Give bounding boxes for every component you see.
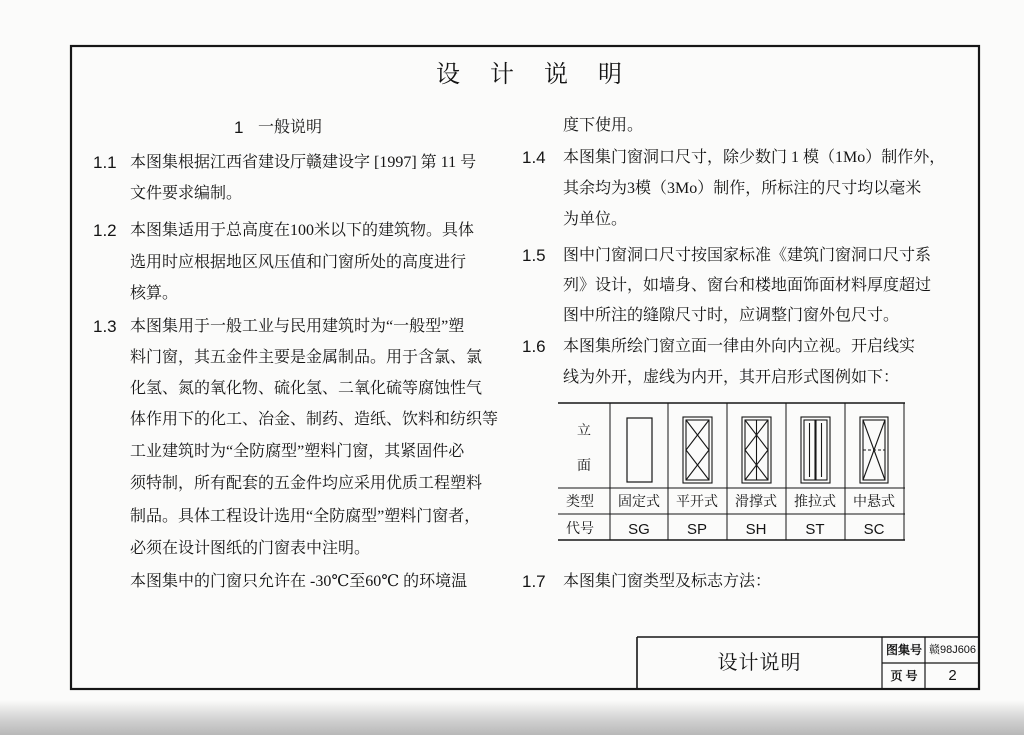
clause-line: 图中门窗洞口尺寸按国家标准《建筑门窗洞口尺寸系: [563, 247, 932, 264]
section-number: 1: [234, 118, 244, 137]
opening-legend-table-grid: [558, 403, 905, 540]
type-name: 滑撑式: [735, 495, 777, 510]
clause-line: 体作用下的化工、冶金、制药、造纸、饮料和纺织等: [130, 411, 499, 428]
type-code: SP: [686, 521, 708, 538]
title-block-atlas-label: 图集号: [885, 643, 922, 657]
clause-line: 核算。: [130, 285, 179, 302]
clause-line: 线为外开，虚线为内开，其开启形式图例如下：: [563, 369, 900, 386]
clause-line: 图中所注的缝隙尺寸时，应调整门窗外包尺寸。: [563, 307, 900, 324]
clause-number: 1.3: [93, 317, 117, 336]
clause-line: 工业建筑时为“全防腐型”塑料门窗，其紧固件必: [130, 443, 465, 460]
section-heading: 一般说明: [258, 119, 323, 136]
title-block-atlas-number: 赣98J606: [928, 644, 977, 656]
page-title: 设 计 说 明: [436, 62, 634, 88]
clause-line: 必须在设计图纸的门窗表中注明。: [130, 540, 371, 557]
elevation-label-char: 面: [577, 459, 591, 474]
title-block-page-number: 2: [948, 667, 957, 684]
clause-number: 1.6: [522, 337, 546, 356]
type-name: 中悬式: [853, 495, 895, 510]
center-pivot-window-icon: [860, 417, 888, 483]
type-code: SH: [745, 521, 767, 538]
type-code: SC: [863, 521, 885, 538]
type-name: 推拉式: [794, 495, 836, 510]
type-row-label: 类型: [566, 495, 594, 510]
clause-line: 度下使用。: [563, 117, 644, 134]
clause-number: 1.1: [93, 153, 117, 172]
clause-number: 1.5: [522, 246, 546, 265]
friction-stay-window-icon: [742, 417, 771, 483]
clause-line: 料门窗，其五金件主要是金属制品。用于含氯、氯: [130, 349, 483, 366]
casement-window-icon: [683, 417, 712, 483]
fixed-window-icon: [627, 418, 652, 482]
clause-line: 本图集根据江西省建设厅赣建设字 [1997] 第 11 号: [130, 154, 477, 171]
clause-line: 本图集门窗洞口尺寸，除少数门 1 模（1Mo）制作外，: [563, 149, 946, 166]
type-code: SG: [628, 521, 650, 538]
clause-line: 本图集适用于总高度在100米以下的建筑物。具体: [130, 222, 475, 239]
type-name: 平开式: [676, 495, 718, 510]
elevation-label-char: 立: [577, 424, 591, 439]
clause-line: 本图集中的门窗只允许在 -30℃至60℃ 的环境温: [130, 573, 468, 590]
clause-line: 为单位。: [563, 211, 628, 228]
clause-line: 文件要求编制。: [130, 185, 243, 202]
clause-number: 1.2: [93, 221, 117, 240]
clause-line: 本图集用于一般工业与民用建筑时为“一般型”塑: [130, 318, 465, 335]
clause-line: 须特制，所有配套的五金件均应采用优质工程塑料: [130, 475, 483, 492]
title-block-page-label: 页 号: [890, 669, 918, 683]
clause-number: 1.7: [522, 572, 546, 591]
sliding-window-icon: [801, 417, 830, 483]
clause-number: 1.4: [522, 148, 546, 167]
clause-line: 列》设计，如墙身、窗台和楼地面饰面材料厚度超过: [563, 277, 932, 294]
type-name: 固定式: [618, 495, 660, 510]
clause-line: 选用时应根据地区风压值和门窗所处的高度进行: [130, 254, 467, 271]
type-code: ST: [805, 521, 825, 538]
clause-line: 其余均为3模（3Mo）制作，所标注的尺寸均以毫米: [563, 180, 922, 197]
scan-edge-shadow: [0, 700, 1024, 735]
clause-line: 化氢、氮的氧化物、硫化氢、二氧化硫等腐蚀性气: [130, 380, 483, 397]
clause-line: 本图集门窗类型及标志方法：: [563, 573, 772, 590]
title-block-drawing-name: 设计说明: [717, 652, 802, 674]
code-row-label: 代号: [566, 522, 594, 537]
clause-line: 本图集所绘门窗立面一律由外向内立视。开启线实: [563, 338, 916, 355]
clause-line: 制品。具体工程设计选用“全防腐型”塑料门窗者，: [130, 508, 481, 525]
